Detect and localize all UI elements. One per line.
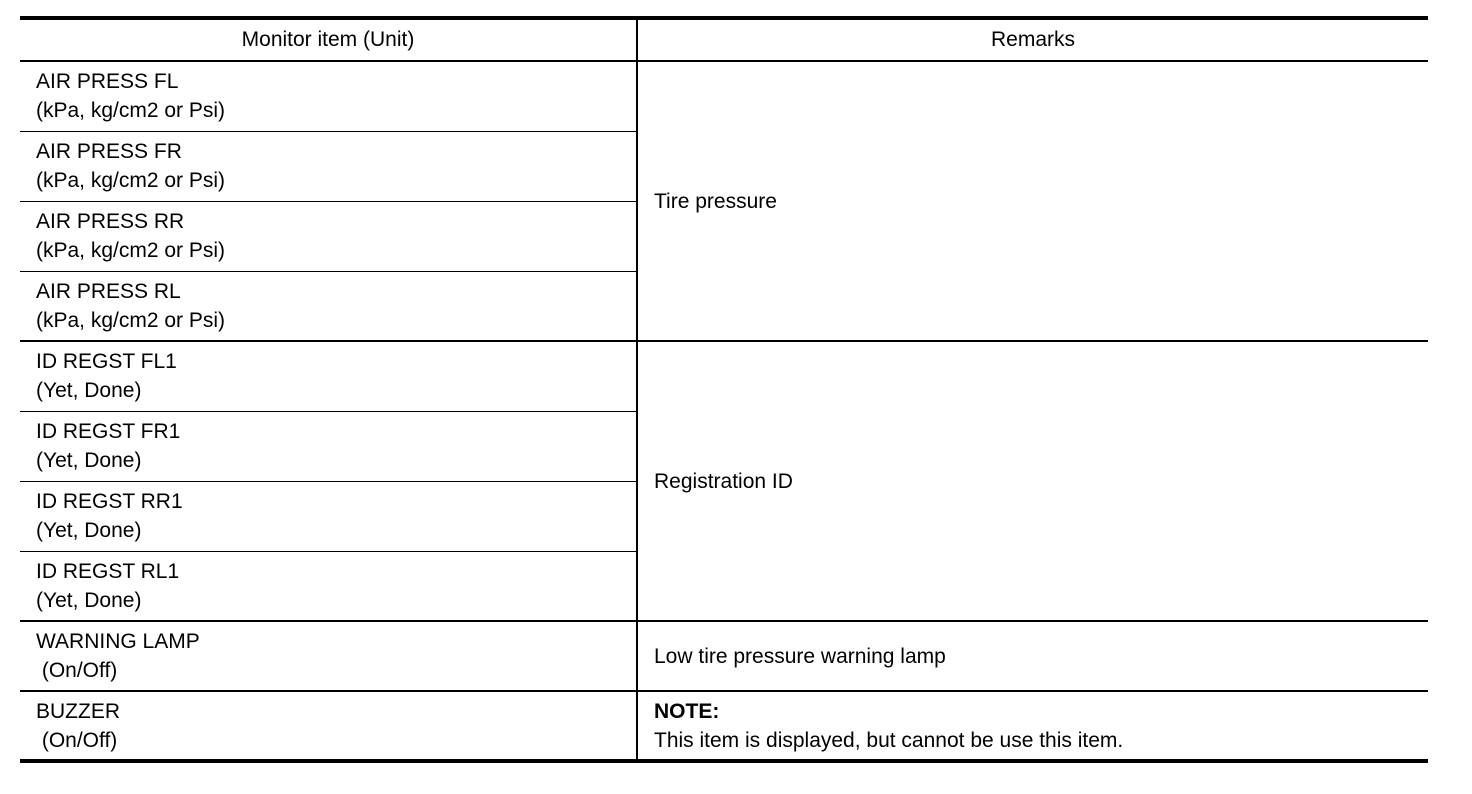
- item-name: AIR PRESS FR: [36, 139, 182, 163]
- item-unit: (Yet, Done): [36, 379, 142, 402]
- remark-text: Registration ID: [654, 469, 793, 493]
- table-row: [20, 61, 1428, 131]
- note-text: This item is displayed, but cannot be use this item.: [654, 729, 1124, 752]
- table-row: [20, 621, 1428, 691]
- item-name: ID REGST RL1: [36, 559, 180, 583]
- remark-cell: [637, 621, 1428, 691]
- note-label: NOTE:: [654, 700, 720, 723]
- item-name: ID REGST FR1: [36, 419, 181, 443]
- item-name: AIR PRESS FL: [36, 70, 179, 93]
- header-remarks: Remarks: [637, 18, 1428, 61]
- monitor-item-cell: [20, 481, 637, 551]
- monitor-item-cell: [20, 551, 637, 621]
- monitor-item-cell: [20, 411, 637, 481]
- item-unit: (kPa, kg/cm2 or Psi): [36, 168, 226, 192]
- item-name: WARNING LAMP: [36, 630, 200, 653]
- item-unit: (On/Off): [36, 659, 118, 682]
- monitor-item-cell: [20, 341, 637, 411]
- remark-cell: [637, 691, 1428, 761]
- monitor-item-cell: [20, 131, 637, 201]
- header-monitor-item: Monitor item (Unit): [20, 18, 637, 61]
- item-unit: (On/Off): [36, 729, 118, 752]
- item-unit: (Yet, Done): [36, 518, 142, 542]
- table-row: [20, 691, 1428, 761]
- item-name: BUZZER: [36, 700, 120, 723]
- item-name: ID REGST RR1: [36, 489, 183, 513]
- monitor-item-cell: [20, 271, 637, 341]
- item-unit: (Yet, Done): [36, 448, 142, 472]
- item-unit: (Yet, Done): [36, 588, 142, 612]
- remark-text: Low tire pressure warning lamp: [654, 644, 946, 668]
- monitor-table: [20, 16, 1428, 763]
- item-unit: (kPa, kg/cm2 or Psi): [36, 99, 226, 122]
- table-row: [20, 341, 1428, 411]
- remark-text: Tire pressure: [654, 189, 777, 213]
- monitor-item-cell: [20, 691, 637, 761]
- monitor-item-table: [20, 16, 1428, 763]
- remark-cell: [637, 341, 1428, 621]
- item-unit: (kPa, kg/cm2 or Psi): [36, 238, 226, 262]
- monitor-item-cell: [20, 621, 637, 691]
- monitor-item-cell: [20, 201, 637, 271]
- header-row: [20, 18, 1428, 61]
- remark-cell: [637, 61, 1428, 341]
- monitor-item-cell: [20, 61, 637, 131]
- item-name: AIR PRESS RL: [36, 279, 181, 303]
- item-unit: (kPa, kg/cm2 or Psi): [36, 308, 226, 332]
- item-name: ID REGST FL1: [36, 350, 177, 373]
- item-name: AIR PRESS RR: [36, 209, 185, 233]
